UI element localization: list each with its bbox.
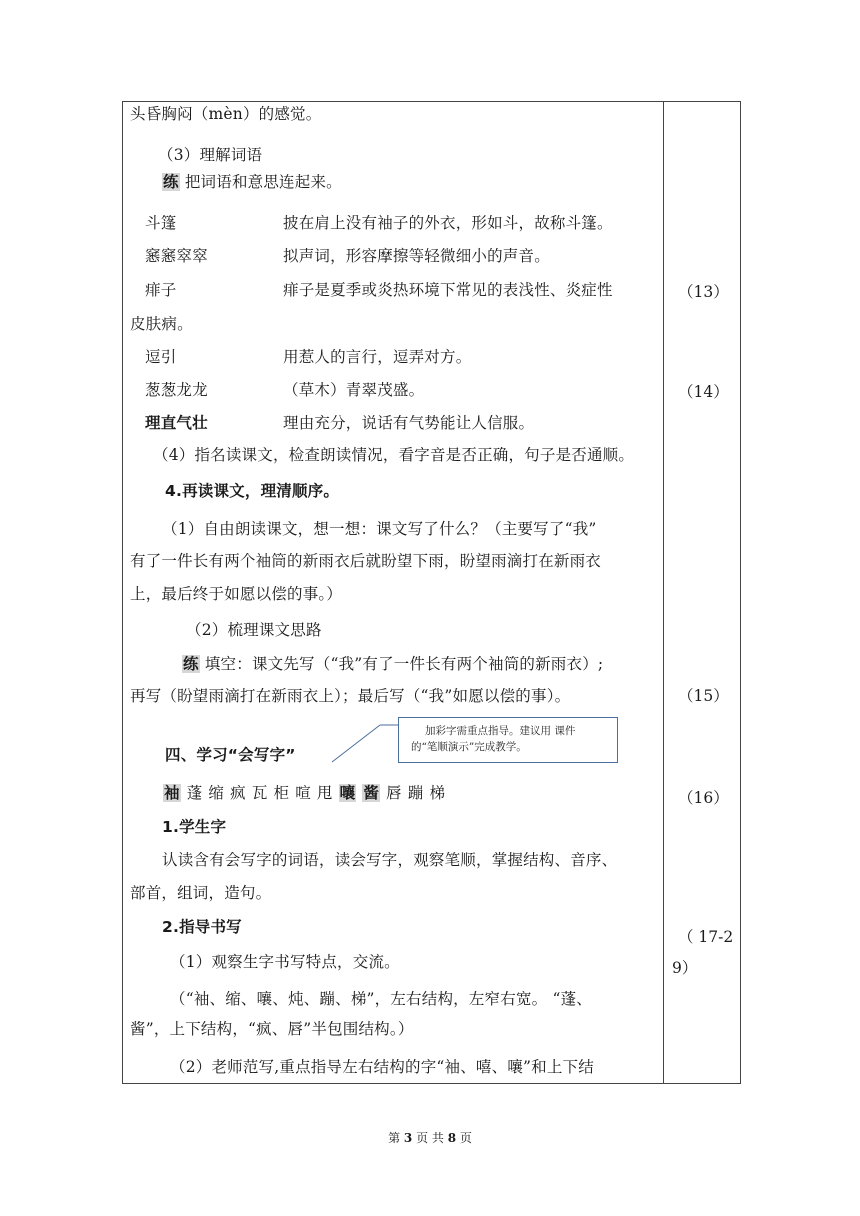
write-character: 酱 xyxy=(363,784,380,802)
write-character: 蹦 xyxy=(407,784,424,802)
write-character: 嚷 xyxy=(339,784,356,802)
callout-note xyxy=(398,717,618,763)
practice-badge: 练 xyxy=(183,655,199,673)
vocab-meaning: 理由充分，说话有气势能让人信服。 xyxy=(283,414,535,432)
vocab-word: 痱子 xyxy=(145,281,177,299)
subheading-3: （3）理解词语 xyxy=(158,146,263,164)
slide-number: （15） xyxy=(678,687,729,705)
footer-prefix: 第 xyxy=(388,1131,404,1145)
write-character: 瓦 xyxy=(251,784,268,802)
practice-line-1 xyxy=(162,172,342,192)
footer-mid: 页 共 xyxy=(412,1131,448,1145)
paragraph-line: 上，最后终于如愿以偿的事。） xyxy=(130,585,343,603)
subheading-4: （4）指名读课文，检查朗读情况，看字音是否正确，句子是否通顺。 xyxy=(153,446,635,464)
footer-suffix: 页 xyxy=(456,1131,472,1145)
paragraph-line: （“袖、缩、嚷、炖、蹦、梯”，左右结构，左窄右宽。 “蓬、 xyxy=(170,990,593,1008)
slide-number: （ 17-2 xyxy=(678,928,734,946)
table-border-top xyxy=(122,101,741,102)
write-character: 蓬 xyxy=(186,784,203,802)
write-character: 缩 xyxy=(208,784,225,802)
section-heading: 四、学习“会写字” xyxy=(165,746,296,764)
practice-text: 把词语和意思连起来。 xyxy=(184,173,342,191)
vocab-meaning: （草木）青翠茂盛。 xyxy=(283,381,425,399)
section-heading: 4.再读课文，理清顺序。 xyxy=(165,482,340,500)
paragraph-line: （1）观察生字书写特点，交流。 xyxy=(170,953,400,971)
slide-number: （16） xyxy=(678,789,729,807)
section-heading: 2.指导书写 xyxy=(162,918,242,936)
practice-line-2 xyxy=(182,654,603,674)
subheading: （2）梳理课文思路 xyxy=(186,621,322,639)
vocab-meaning: 用惹人的言行，逗弄对方。 xyxy=(283,348,472,366)
vocab-meaning: 拟声词，形容摩擦等轻微细小的声音。 xyxy=(283,247,550,265)
vocab-word: 窸窸窣窣 xyxy=(145,247,208,265)
write-characters-row xyxy=(163,783,451,803)
callout-pointer-line xyxy=(330,722,400,766)
note-text-line: 的“笔顺演示”完成教学。 xyxy=(411,741,527,753)
table-border-left xyxy=(122,101,123,1084)
write-character: 梯 xyxy=(429,784,446,802)
section-heading: 1.学生字 xyxy=(162,818,227,836)
page-footer xyxy=(0,1129,860,1146)
table-border-right xyxy=(740,101,741,1084)
vocab-meaning-continued: 皮肤病。 xyxy=(130,315,193,333)
write-character: 喧 xyxy=(295,784,311,802)
vocab-word: 逗引 xyxy=(145,348,177,366)
write-character: 唇 xyxy=(386,784,402,802)
paragraph-line: 酱”，上下结构，“疯、唇”半包围结构。） xyxy=(130,1020,414,1038)
practice-text: 填空：课文先写（“我”有了一件长有两个袖筒的新雨衣）; xyxy=(204,655,604,673)
vocab-word: 葱葱龙龙 xyxy=(145,381,208,399)
paragraph-line: 再写（盼望雨滴打在新雨衣上）；最后写（“我”如愿以偿的事）。 xyxy=(130,687,571,705)
paragraph-line: （2）老师范写,重点指导左右结构的字“袖、嘻、嚷”和上下结 xyxy=(170,1058,594,1076)
write-character: 甩 xyxy=(316,784,333,802)
paragraph-line: （1）自由朗读课文，想一想：课文写了什么？（主要写了“我” xyxy=(162,520,597,538)
note-text-line: 加彩字需重点指导。建议用 课件 xyxy=(425,725,576,737)
write-character: 疯 xyxy=(230,784,246,802)
text-line: 头昏胸闷（mèn）的感觉。 xyxy=(130,105,322,123)
vocab-word: 理直气壮 xyxy=(145,414,208,432)
table-border-bottom xyxy=(122,1083,741,1084)
vocab-word: 斗篷 xyxy=(145,214,177,232)
table-column-divider xyxy=(663,101,664,1084)
paragraph-line: 部首，组词，造句。 xyxy=(130,884,272,902)
page-number: 3 xyxy=(403,1131,413,1145)
write-character: 袖 xyxy=(164,784,180,802)
vocab-meaning: 披在肩上没有袖子的外衣，形如斗，故称斗篷。 xyxy=(283,214,613,232)
page-total: 8 xyxy=(447,1131,457,1145)
slide-number-continued: 9） xyxy=(672,959,698,977)
paragraph-line: 认读含有会写字的词语，读会写字，观察笔顺，掌握结构、音序、 xyxy=(162,851,618,869)
write-character: 柜 xyxy=(273,784,290,802)
slide-number: （13） xyxy=(678,283,729,301)
practice-badge: 练 xyxy=(163,173,179,191)
paragraph-line: 有了一件长有两个袖筒的新雨衣后就盼望下雨，盼望雨滴打在新雨衣 xyxy=(130,552,602,570)
vocab-meaning: 痱子是夏季或炎热环境下常见的表浅性、炎症性 xyxy=(283,281,613,299)
slide-number: （14） xyxy=(678,383,729,401)
